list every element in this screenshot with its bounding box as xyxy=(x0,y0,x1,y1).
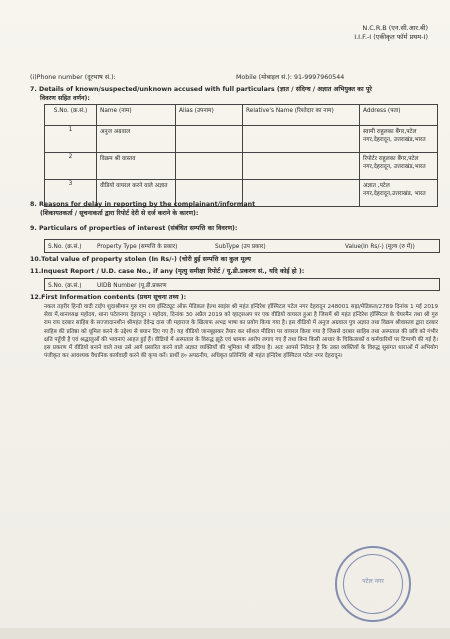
cell-name: वीडियो वायरल करने वाले अज्ञात xyxy=(97,180,176,207)
section10-title: 10.Total value of property stolen (In Rs/-) (चोरी हुई सम्पत्ति का कुल मूल्य xyxy=(30,256,251,263)
cell-sno: 2 xyxy=(45,153,97,180)
table-row xyxy=(45,153,438,180)
cell-relative xyxy=(243,126,360,153)
col-alias: Alias (उपनाम) xyxy=(176,105,243,126)
uidb-col-number: UIDB Number (यू.डी.प्रकरण xyxy=(97,283,167,289)
col-name: Name (नाम) xyxy=(97,105,176,126)
cell-relative xyxy=(243,180,360,207)
cell-alias xyxy=(176,126,243,153)
cell-sno: 3 xyxy=(45,180,97,207)
section11-title: 11.Inquest Report / U.D. case No., if any (मृत्यु समीक्षा रिपोर्ट / यू.डी.प्रकरण सं., यदि कोई हो ): xyxy=(30,268,305,275)
form-subtitle: I.I.F.-I (एकीकृत फॉर्म प्रथम-I) xyxy=(354,33,428,41)
mobile-label: Mobile (मोबाइल सं.): xyxy=(236,74,292,81)
section12-title: 12.First Information contents (प्रथम सूचना तथ्य ): xyxy=(30,294,187,301)
accused-table xyxy=(44,104,438,207)
cell-address: अज्ञात ,पटेल नगर,देहरादून,उत्तराखंड, भारत xyxy=(360,180,438,207)
phone-label: (i)Phone number (दूरभाष सं.): xyxy=(30,74,116,81)
section8-title: 8. Reasons for delay in reporting by the complainant/informant xyxy=(30,201,256,208)
uidb-table-header xyxy=(44,278,440,291)
property-table-header xyxy=(44,239,440,253)
mobile-row xyxy=(236,74,344,82)
prop-col-value: Value(In Rs/-) (मूल्य (रु में)) xyxy=(345,244,415,250)
fir-contents: नकल तहरीर हिन्दी वादी टाईप शुदाश्रीमान गुरु राम राय इंस्टिट्यूट ऑफ़ मेडिकल हेल्थ साइंस श्री महंत इन्दिरेश हॉस्पिटल पटेल नगर देहरादून 248001 सह्रा/मेडिकल/2789 दिनांक 1 मई 2019 सेवा में,थानाध्यक्ष महोदय, थाना पटेलनगर देहरादून । महोदय, दिनांक 30 अप्रैल 2019 को व्हाट्सअप पर एक वीडियो वायरल हुआ है जिसमें श्री महंत इन्दिरेश हॉस्पिटल के चेयरमैन तथा श्री गुरु राम राय दरबार साहिब के सज्जादानशीन श्रीमहंत देवेन्द्र दास जी महाराज के खिलाफ अभद्र भाषा का प्रयोग किया गया है। इस वीडियो में अनुज अग्रवाल पुत्र अज्ञात तथा विक्रम श्रीवास्तव द्वारा दरबार साहिब की प्रतिष्ठा को धूमिल करने के उद्देश्य से बयान दिए गए हैं। यह वीडियो जानबूझकर तैयार कर सोशल मीडिया पर वायरल किया गया है जिससे दरबार साहिब तथा अस्पताल की छवि को गंभीर क्षति पहुँची है एवं श्रद्धालुओं की भावनाएं आहत हुई हैं। वीडियो में अस्पताल के विरुद्ध झूठे एवं भ्रामक आरोप लगाए गए हैं तथा बिना किसी आधार के चिकित्सकों व कर्मचारियों पर टिप्पणी की गई है। इस प्रकरण में वीडियो बनाने वाले तथा उसे आगे प्रसारित करने वाले अज्ञात व्यक्तियों की भूमिका भी संदिग्ध है। अतः आपसे निवेदन है कि उक्त व्यक्तियों के विरुद्ध सुसंगत धाराओं में अभियोग पंजीकृत कर आवश्यक वैधानिक कार्यवाही करने की कृपा करें। प्रार्थी ह० अपठनीय, अधिकृत प्रतिनिधि श्री महंत इन्दिरेश हॉस्पिटल पटेल नगर देहरादून। xyxy=(44,304,438,360)
cell-name: विक्रम श्री वास्तव xyxy=(97,153,176,180)
section7-title-cont: विवरण सहित वर्णन): xyxy=(40,95,90,102)
stamp-text: पटेल नगर xyxy=(362,578,384,585)
police-station-stamp xyxy=(335,546,411,622)
prop-col-sno: S.No. (क्र.सं.) xyxy=(48,244,82,250)
section7-title: 7. Details of known/suspected/unknown accused with full particulars (ज्ञात / संदिग्ध / अज्ञात अभियुक्त का पूरे xyxy=(30,86,372,93)
prop-col-subtype: SubType (उप प्रकार) xyxy=(215,244,266,250)
accused-table-header xyxy=(45,105,438,126)
section8-title-cont: (शिकायतकर्ता / सूचनाकर्ता द्वारा रिपोर्ट देरी से दर्ज कराने के कारण): xyxy=(40,210,199,217)
cell-address: स्वामी राहुलका बैंगर,पटेल नगर,देहरादून, उत्तराखंड,भारत xyxy=(360,126,438,153)
col-address: Address (पता) xyxy=(360,105,438,126)
cell-alias xyxy=(176,153,243,180)
table-row xyxy=(45,126,438,153)
cell-relative xyxy=(243,153,360,180)
cell-name: अनुज अग्रवाल xyxy=(97,126,176,153)
section9-title: 9. Particulars of properties of interest (संबंधित सम्पत्ति का विवरण): xyxy=(30,225,238,232)
cell-sno: 1 xyxy=(45,126,97,153)
prop-col-type: Property Type (सम्पत्ति के प्रकार) xyxy=(97,244,178,250)
mobile-value: 91-9997960544 xyxy=(293,74,345,81)
col-sno: S.No. (क्र.सं.) xyxy=(45,105,97,126)
form-header xyxy=(354,24,428,42)
uidb-col-sno: S.No. (क्र.सं.) xyxy=(48,283,82,289)
col-relative: Relative's Name (रिश्तेदार का नाम) xyxy=(243,105,360,126)
form-number: N.C.R.B (एन.सी.आर.बी) xyxy=(362,24,428,32)
cell-address: रिपोर्टर राहुलका बैंगर,पटेल नगर,देहरादून, उत्तराखंड,भारत xyxy=(360,153,438,180)
page-bottom-bar xyxy=(0,628,450,639)
